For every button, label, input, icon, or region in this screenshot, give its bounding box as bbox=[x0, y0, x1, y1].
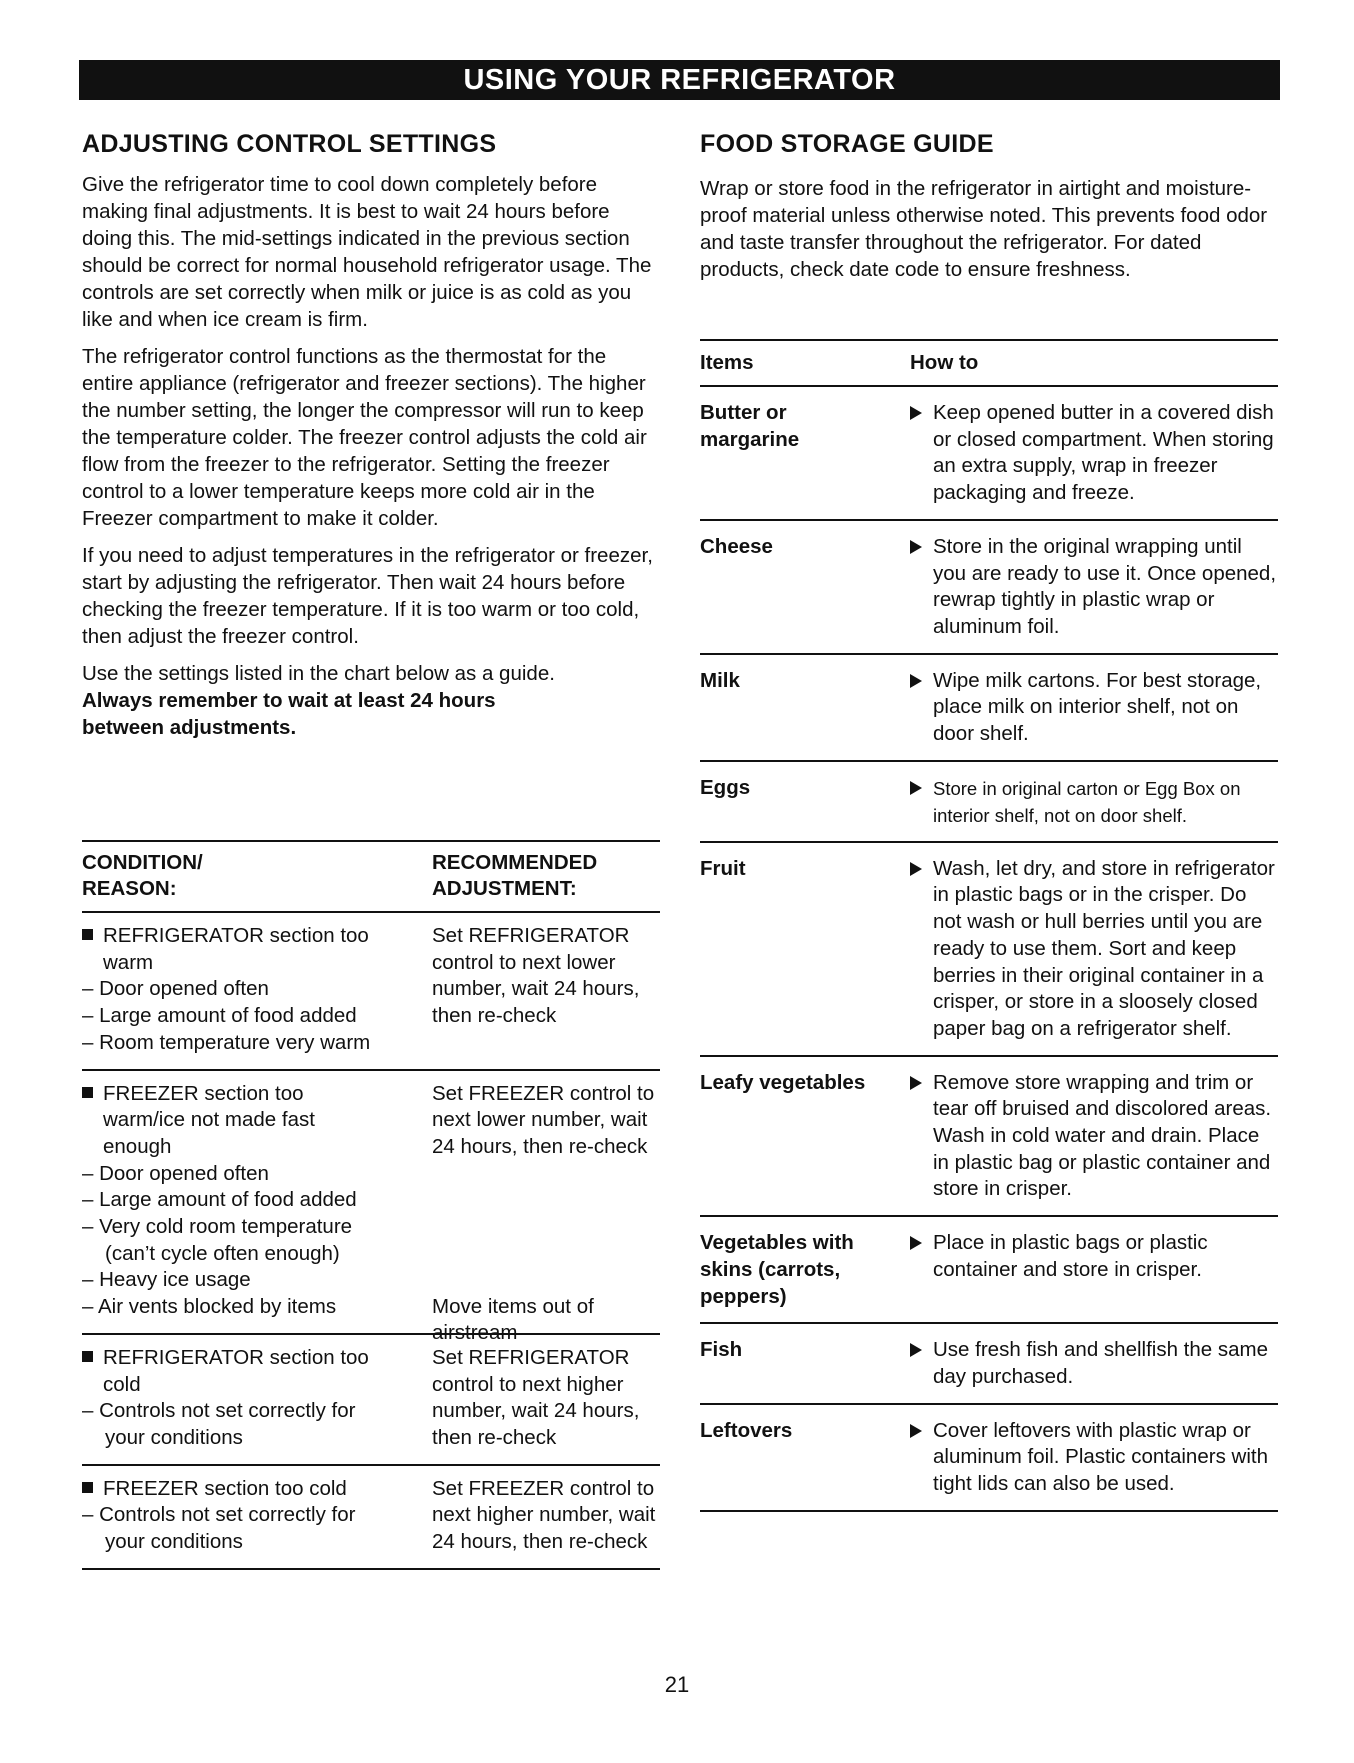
adjustment-text-extra: Move items out of airstream bbox=[432, 1294, 594, 1345]
arrow-right-icon bbox=[910, 1076, 922, 1090]
adjustment-text: Set FREEZER control to next lower number, wait 24 hours, then re-check bbox=[432, 1081, 655, 1158]
food-item: Vegetables with skins (carrots, peppers) bbox=[700, 1231, 854, 1308]
adjusting-heading: ADJUSTING CONTROL SETTINGS bbox=[82, 130, 497, 158]
reason-line: – Door opened often bbox=[82, 977, 269, 1001]
food-row bbox=[700, 1057, 1278, 1218]
adjustment-text: Set REFRIGERATOR control to next higher number, wait 24 hours, then re-check bbox=[432, 1345, 640, 1449]
reason-line: – Controls not set correctly for bbox=[82, 1503, 356, 1527]
arrow-right-icon bbox=[910, 674, 922, 688]
food-row bbox=[700, 1405, 1278, 1512]
food-row bbox=[700, 762, 1278, 843]
bullet-square-icon bbox=[82, 1482, 93, 1493]
food-item: Leafy vegetables bbox=[700, 1070, 866, 1094]
reason-line: – Large amount of food added bbox=[82, 1188, 357, 1212]
adjustment-header: RECOMMENDED ADJUSTMENT: bbox=[432, 851, 598, 900]
reason-line: (can’t cycle often enough) bbox=[105, 1241, 340, 1265]
items-header: Items bbox=[700, 351, 754, 374]
wait-warning: Always remember to wait at least 24 hours between adjustments. bbox=[82, 689, 496, 739]
food-table-header bbox=[700, 339, 1278, 387]
food-howto: Cover leftovers with plastic wrap or aluminum foil. Plastic containers with tight lids can also be used. bbox=[933, 1418, 1268, 1496]
condition-row bbox=[82, 1071, 660, 1345]
bullet-square-icon bbox=[82, 929, 93, 940]
condition-title: REFRIGERATOR section too warm bbox=[103, 924, 369, 974]
reason-line: – Air vents blocked by items bbox=[82, 1295, 337, 1319]
food-item: Fish bbox=[700, 1338, 743, 1362]
food-item: Leftovers bbox=[700, 1418, 793, 1442]
food-row bbox=[700, 521, 1278, 655]
arrow-right-icon bbox=[910, 781, 922, 795]
adjustment-text: Set REFRIGERATOR control to next lower number, wait 24 hours, then re-check bbox=[432, 924, 640, 1028]
page-number: 21 bbox=[664, 1672, 690, 1697]
food-row bbox=[700, 1217, 1278, 1324]
reason-line: – Large amount of food added bbox=[82, 1004, 357, 1028]
food-howto: Use fresh fish and shellfish the same day purchased. bbox=[933, 1338, 1268, 1388]
reason-line: – Door opened often bbox=[82, 1161, 269, 1185]
food-row bbox=[700, 655, 1278, 762]
reason-line: – Very cold room temperature bbox=[82, 1215, 353, 1239]
reason-line: – Heavy ice usage bbox=[82, 1268, 251, 1292]
adjusting-paragraph-4 bbox=[82, 660, 660, 741]
condition-row bbox=[82, 913, 660, 1071]
reason-line: your conditions bbox=[105, 1530, 243, 1554]
food-item: Butter or margarine bbox=[700, 401, 800, 451]
food-row bbox=[700, 387, 1278, 521]
condition-title: FREEZER section too cold bbox=[103, 1476, 347, 1500]
adjusting-paragraph-2: The refrigerator control functions as the thermostat for the entire appliance (refrigerator and freezer sections). The higher the number setting, the longer the compressor will run to keep the temperature colder. The freezer control adjusts the cold air flow from the freezer to the refrigerator. Setting the freezer control to a lower temperature keeps more cold air in the Freezer compartment to make it colder. bbox=[82, 345, 647, 530]
condition-table bbox=[82, 840, 660, 1570]
food-storage-heading: FOOD STORAGE GUIDE bbox=[700, 130, 994, 158]
food-howto: Remove store wrapping and trim or tear off bruised and discolored areas. Wash in cold water and drain. Place in plastic bag or plastic container and store in crisper. bbox=[933, 1070, 1272, 1201]
adjusting-paragraph-3: If you need to adjust temperatures in the refrigerator or freezer, start by adjusting the refrigerator. Then wait 24 hours before checking the freezer temperature. If it is too warm or too cold, then adjust the freezer control. bbox=[82, 544, 653, 648]
food-row bbox=[700, 1324, 1278, 1404]
howto-header: How to bbox=[910, 351, 979, 374]
condition-header: CONDITION/ REASON: bbox=[82, 851, 203, 900]
arrow-right-icon bbox=[910, 540, 922, 554]
food-howto: Wash, let dry, and store in refrigerator in plastic bags or in the crisper. Do not wash or hull berries until you are ready to use them. Sort and keep berries in their original container in a crisper, or store in a sloosely closed paper bag on a refrigerator shelf. bbox=[933, 856, 1275, 1040]
arrow-right-icon bbox=[910, 406, 922, 420]
food-howto: Wipe milk cartons. For best storage, place milk on interior shelf, not on door shelf. bbox=[933, 668, 1262, 746]
food-howto: Place in plastic bags or plastic container and store in crisper. bbox=[933, 1231, 1208, 1281]
bullet-square-icon bbox=[82, 1351, 93, 1362]
adjusting-paragraph-1: Give the refrigerator time to cool down completely before making final adjustments. It is best to wait 24 hours before doing this. The mid-settings indicated in the previous section should be correct for normal household refrigerator usage. The controls are set correctly when milk or juice is as cold as you like and when ice cream is firm. bbox=[82, 173, 652, 331]
condition-title: REFRIGERATOR section too cold bbox=[103, 1345, 369, 1396]
condition-title: FREEZER section too warm/ice not made fast enough bbox=[103, 1081, 315, 1158]
food-howto: Store in original carton or Egg Box on interior shelf, not on door shelf. bbox=[933, 777, 1241, 826]
food-row bbox=[700, 843, 1278, 1057]
reason-line: – Room temperature very warm bbox=[82, 1030, 371, 1054]
bullet-square-icon bbox=[82, 1087, 93, 1098]
food-item: Milk bbox=[700, 668, 740, 692]
food-howto: Keep opened butter in a covered dish or closed compartment. When storing an extra supply, wrap in freezer packaging and freeze. bbox=[933, 401, 1274, 505]
reason-line: your conditions bbox=[105, 1425, 243, 1449]
food-storage-intro: Wrap or store food in the refrigerator in airtight and moisture-proof material unless otherwise noted. This prevents food odor and taste transfer throughout the refrigerator. For dated products, check date code to ensure freshness. bbox=[700, 177, 1268, 281]
food-item: Eggs bbox=[700, 775, 751, 799]
arrow-right-icon bbox=[910, 1343, 922, 1357]
food-item: Cheese bbox=[700, 534, 773, 558]
arrow-right-icon bbox=[910, 1424, 922, 1438]
food-storage-section bbox=[700, 130, 1278, 293]
adjusting-controls-section bbox=[82, 130, 660, 751]
adjustment-text: Set FREEZER control to next higher number, wait 24 hours, then re-check bbox=[432, 1476, 656, 1554]
arrow-right-icon bbox=[910, 862, 922, 876]
condition-table-header bbox=[82, 840, 660, 913]
food-item: Fruit bbox=[700, 856, 746, 880]
food-howto: Store in the original wrapping until you are ready to use it. Once opened, rewrap tightly in plastic wrap or aluminum foil. bbox=[933, 534, 1277, 638]
section-banner: USING YOUR REFRIGERATOR bbox=[79, 60, 1280, 100]
arrow-right-icon bbox=[910, 1236, 922, 1250]
reason-line: – Controls not set correctly for bbox=[82, 1399, 356, 1423]
condition-row bbox=[82, 1466, 660, 1570]
guide-note: Use the settings listed in the chart below as a guide. bbox=[82, 662, 555, 685]
food-storage-table bbox=[700, 339, 1278, 1512]
condition-row bbox=[82, 1335, 660, 1466]
